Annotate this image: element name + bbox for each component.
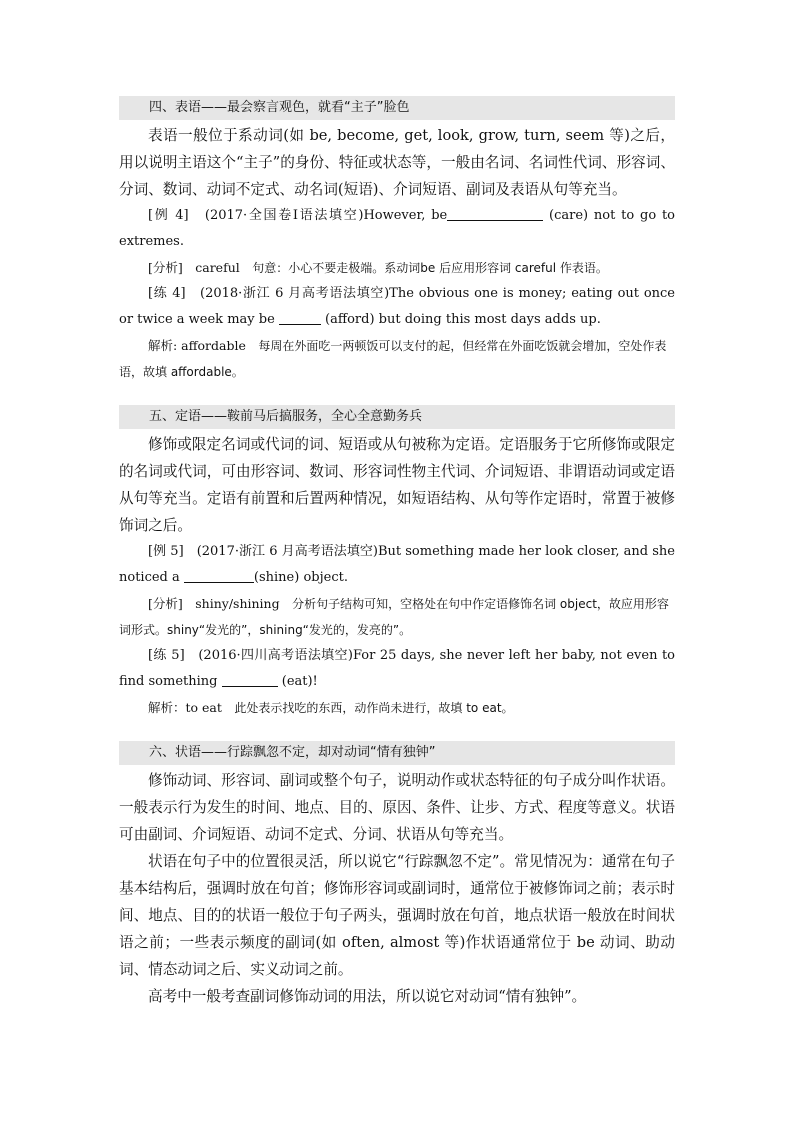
example-question: [例 4] (2017·全国卷Ⅰ语法填空)However, be (care) not to go to extremes. <box>119 208 675 249</box>
section-paragraph: 修饰或限定名词或代词的词、短语或从句被称为定语。定语服务于它所修饰或限定的名词或代词，可由形容词、数词、形容词性物主代词、介词短语、非谓语动词或定语从句等充当。定语有前置和后置两种情况，如短语结构、从句等作定语时，常置于被修饰词之后。 <box>119 436 675 534</box>
section-paragraph: 状语在句子中的位置很灵活，所以说它“行踪飘忽不定”。常见情况为：通常在句子基本结构后，强调时放在句首；修饰形容词或副词时，通常位于被修饰词之前；表示时间、地点、目的的状语一般位于句子两头，强调时放在句首，地点状语一般放在时间状语之前；一些表示频度的副词(如 often, almost 等)作状语通常位于 be 动词、助动词、情态动词之后、实义动词之前。 <box>119 853 675 978</box>
section-adverbial <box>119 741 675 1010</box>
example-analysis: [分析] careful 句意：小心不要走极端。系动词be 后应用形容词 careful 作表语。 <box>148 260 608 275</box>
section-attributive <box>119 405 675 721</box>
section-heading: 四、表语——最会察言观色，就看“主子”脸色 <box>119 96 675 120</box>
answer-blank <box>447 206 543 221</box>
example-analysis: [分析] shiny/shining 分析句子结构可知，空格处在句中作定语修饰名词 object，故应用形容词形式。shiny“发光的”，shining“发光的，发亮的”。 <box>119 596 669 637</box>
answer-blank <box>222 672 278 687</box>
example-question: [例 5] (2017·浙江 6 月高考语法填空)But something made her look closer, and she noticed a (shine) object. <box>119 544 675 585</box>
section-heading: 五、定语——鞍前马后搞服务，全心全意勤务兵 <box>119 405 675 429</box>
section-paragraph: 表语一般位于系动词(如 be, become, get, look, grow, turn, seem 等)之后，用以说明主语这个“主子”的身份、特征或状态等，一般由名词、名词性代词、形容词、分词、数词、动词不定式、动名词(短语)、介词短语、副词及表语从句等充当。 <box>119 127 675 198</box>
section-paragraph: 修饰动词、形容词、副词或整个句子，说明动作或状态特征的句子成分叫作状语。一般表示行为发生的时间、地点、目的、原因、条件、让步、方式、程度等意义。状语可由副词、介词短语、动词不定式、分词、状语从句等充当。 <box>119 772 675 843</box>
practice-solution: 解析: affordable 每周在外面吃一两顿饭可以支付的起，但经常在外面吃饭就会增加，空处作表语，故填 affordable。 <box>119 338 667 379</box>
answer-blank <box>279 310 321 325</box>
practice-question: [练 4] (2018·浙江 6 月高考语法填空)The obvious one is money; eating out once or twice a week may be (afford) but doing this most days adds up. <box>119 286 675 327</box>
section-heading: 六、状语——行踪飘忽不定，却对动词“情有独钟” <box>119 741 675 765</box>
practice-solution: 解析：to eat 此处表示找吃的东西，动作尚未进行，故填 to eat。 <box>148 700 514 715</box>
practice-question: [练 5] (2016·四川高考语法填空)For 25 days, she never left her baby, not even to find something (eat)! <box>119 648 675 689</box>
answer-blank <box>184 568 254 583</box>
content-column <box>119 96 675 1010</box>
section-paragraph: 高考中一般考查副词修饰动词的用法，所以说它对动词“情有独钟”。 <box>148 988 587 1005</box>
section-predicative <box>119 96 675 385</box>
